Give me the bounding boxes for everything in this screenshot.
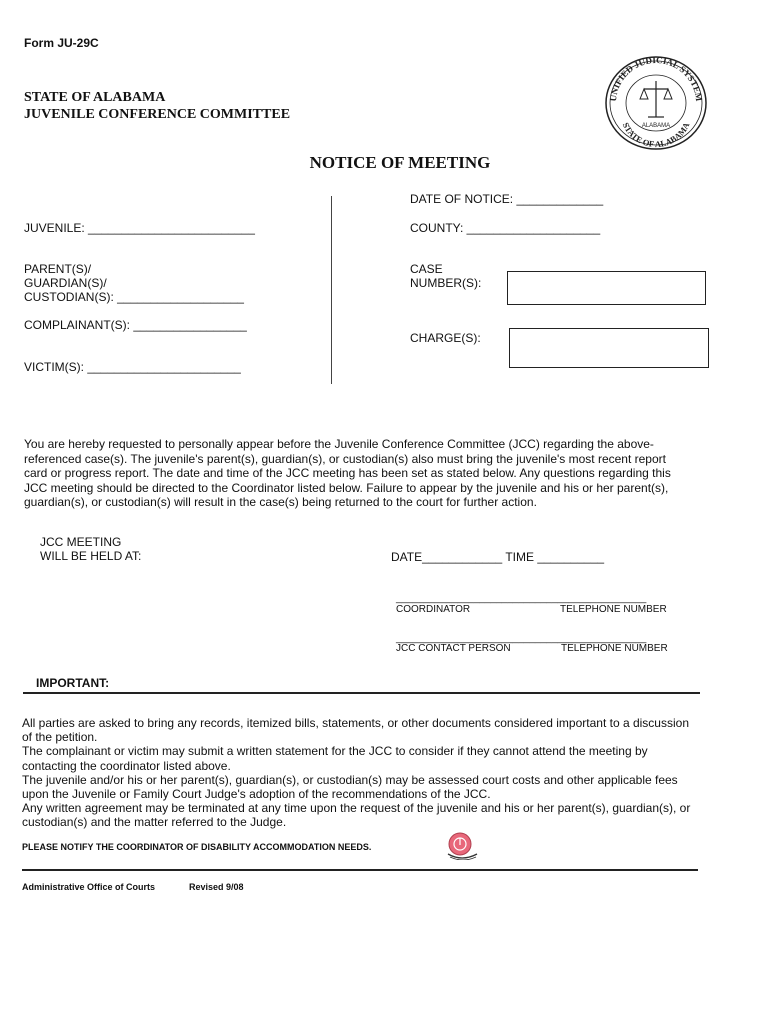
important-line-2: The complainant or victim may submit a written statement for the JCC to consider if they cannot attend the meeting by contacting the coordinator listed above. <box>22 744 648 773</box>
case-numbers-input[interactable] <box>507 271 706 305</box>
court-seal <box>604 55 708 151</box>
juvenile-field[interactable]: JUVENILE: _________________________ <box>24 221 255 235</box>
seal-top-text: UNIFIED JUDICIAL SYSTEM <box>607 55 705 102</box>
date-of-notice-field[interactable]: DATE OF NOTICE: _____________ <box>410 192 604 206</box>
important-rule <box>23 692 700 694</box>
important-line-1: All parties are asked to bring any records, itemized bills, statements, or other documents considered important to a discussion of the petition. <box>22 716 689 745</box>
parents-field[interactable]: PARENT(S)/ GUARDIAN(S)/ CUSTODIAN(S): ___________________ <box>24 262 244 304</box>
disability-notice: PLEASE NOTIFY THE COORDINATOR OF DISABILITY ACCOMMODATION NEEDS. <box>22 842 372 852</box>
coordinator-line[interactable]: _____________________________________________ <box>396 593 647 604</box>
important-heading: IMPORTANT: <box>36 676 110 690</box>
charges-input[interactable] <box>509 328 709 368</box>
footer-revision: Revised 9/08 <box>189 882 244 892</box>
seal-icon <box>604 55 708 151</box>
seal-bottom-text: STATE OF ALABAMA <box>620 120 692 150</box>
meeting-date-time-field[interactable]: DATE____________ TIME __________ <box>391 550 605 564</box>
accessibility-icon <box>446 832 478 860</box>
contact-person-label: JCC CONTACT PERSON <box>396 643 511 654</box>
complainant-field[interactable]: COMPLAINANT(S): _________________ <box>24 318 247 332</box>
coordinator-telephone-label: TELEPHONE NUMBER <box>560 604 667 615</box>
body-paragraph: You are hereby requested to personally appear before the Juvenile Conference Committee (JCC) regarding the above-referenced case(s). The juvenile's parent(s), guardian(s), or custodian(s) also must bring the juvenile's most recent report card or progress report. The date and time of the JCC meeting has been set as stated below. Any questions regarding this JCC meeting should be directed to the Coordinator listed below. Failure to appear by the juvenile and his or her parent(s), guardian(s), or custodian(s) will result in the case(s) being returned to the court for further action. <box>24 437 671 509</box>
committee-heading: JUVENILE CONFERENCE COMMITTEE <box>24 107 291 122</box>
case-numbers-label: CASE NUMBER(S): <box>410 262 482 290</box>
footer-office: Administrative Office of Courts <box>22 882 156 892</box>
contact-line[interactable]: _____________________________________________ <box>396 633 647 644</box>
contact-telephone-label: TELEPHONE NUMBER <box>561 643 668 654</box>
accessibility-logo <box>446 832 478 860</box>
seal-center-text: ALABAMA <box>641 123 671 129</box>
important-line-4: Any written agreement may be terminated at any time upon the request of the juvenile and his or her parent(s), guardian(s), or custodian(s) and the matter referred to the Judge. <box>22 801 691 830</box>
coordinator-label: COORDINATOR <box>396 604 471 615</box>
meeting-location-label: JCC MEETING WILL BE HELD AT: <box>40 535 142 563</box>
section-divider <box>331 196 332 384</box>
important-line-3: The juvenile and/or his or her parent(s), guardian(s), or custodian(s) may be assessed court costs and other applicable fees upon the Juvenile or Family Court Judge's adoption of the recommendations of the JCC. <box>22 772 678 802</box>
state-heading: STATE OF ALABAMA <box>24 90 166 105</box>
footer-rule <box>22 869 698 871</box>
important-list <box>22 716 694 830</box>
victim-field[interactable]: VICTIM(S): _______________________ <box>24 360 241 374</box>
page-title: NOTICE OF MEETING <box>309 153 491 172</box>
county-field[interactable]: COUNTY: ____________________ <box>410 221 601 235</box>
form-id: Form JU-29C <box>24 36 99 50</box>
charges-label: CHARGE(S): <box>410 331 481 345</box>
